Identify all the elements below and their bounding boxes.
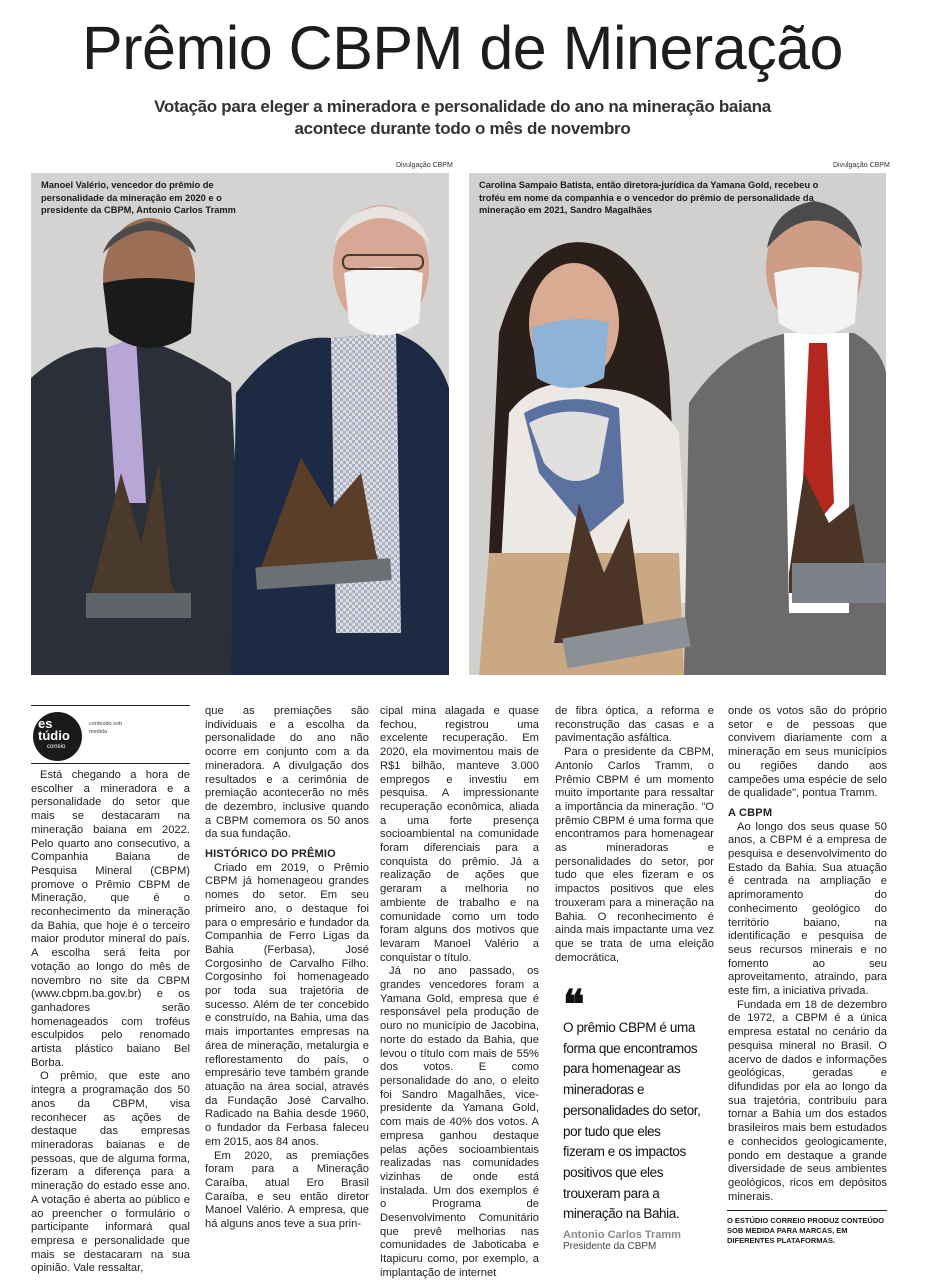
photo-credit: Divulgação CBPM (396, 162, 453, 169)
paragraph: que as premiações são individuais e a escolha da personalidade do ano não ocorre em conjunto com a da mineradora. A divulgação dos resultados e a cerimônia de premiação acontecerão no mês de dezembro, inclusive quando a CBPM comemora os 50 anos da sua fundação. (205, 705, 369, 841)
logo-tagline: conteúdo sob medida (89, 721, 123, 735)
page-title: Prêmio CBPM de Mineração (82, 14, 843, 82)
quote-text: O prêmio CBPM é uma forma que encontramos para homenagear as mineradoras e personalidades do setor, por tudo que eles fizeram e os impactos positivos que eles trouxeram para a mineração na Bahia. (563, 1020, 701, 1222)
photo-left-illustration (31, 173, 449, 675)
quote-author: Antonio Carlos Tramm (563, 1229, 681, 1242)
paragraph: Ao longo dos seus quase 50 anos, a CBPM é a empresa de pesquisa e desenvolvimento do Estado da Bahia. Sua atuação é centrada na ampliação e aprimoramento do conhecimento geológico do território baiano, na identificação e pesquisa de seus recursos minerais e no fomento ao seu aproveitamento, atraindo, para este fim, a iniciativa privada. (728, 820, 887, 998)
paragraph: Fundada em 18 de dezembro de 1972, a CBPM é a única empresa estatal no cenário da pesquisa mineral no Brasil. O acervo de dados e informações geológicas, geradas e difundidas por ela ao longo da sua trajetória, contribuiu para tornar a Bahia um dos estados brasileiros mais bem estudados e conhecidos geologicamente, pondo em destaque a grande diversidade de seus ambientes geológicos, ricos em depósitos minerais. (728, 998, 887, 1203)
article-column-1 (31, 769, 190, 1276)
paragraph: Para o presidente da CBPM, Antonio Carlos Tramm, o Prêmio CBPM é um momento muito importante para ressaltar a importância da mineração. "O prêmio CBPM é uma forma que encontramos para homenagear as mineradoras e personalidades do setor, por tudo que eles fizeram e os impactos positivos que eles trouxeram para a mineração na Bahia. O reconhecimento é ainda mais impactante uma vez que se trata de uma eleição democrática, (555, 746, 714, 964)
photo-left (31, 173, 449, 675)
estudio-correio-logo-block (31, 705, 190, 764)
photo-right-illustration (469, 173, 886, 675)
logo-line-2: túdio (38, 728, 70, 743)
paragraph: cipal mina alagada e quase fechou, registrou uma excelente recuperação. Em 2020, ela movimentou mais de R$1 bilhão, manteve 3.000 empregos e investiu em pesquisa. A impressionante recuperação econômica, aliada a uma forte presença socioambiental na comunidade foram diferenciais para a conquista do prêmio. Já a realização de ações que geraram a melhoria no ambiente de trabalho e na comunidade como um todo foram alguns dos motivos que levaram Manoel Valério a conquistar o título. (380, 705, 539, 964)
section-heading: A CBPM (728, 806, 773, 819)
article-column-5 (728, 705, 887, 1204)
article-column-4 (555, 705, 714, 965)
quote-mark-icon: ❝ (563, 981, 585, 1028)
paragraph: Já no ano passado, os grandes vencedores foram a Yamana Gold, empresa que é responsável pela produção de ouro no município de Jacobina, norte do estado da Bahia, que levou o título com mais de 55% dos votos. E como personalidade do ano, o eleito foi Sandro Magalhães, vice-presidente da Yamana Gold, com mais de 40% dos votos. A empresa ganhou destaque pelas ações socioambientais realizadas nas comunidades vizinhas de onde está instalada. Um dos exemplos é o Programa de Desenvolvimento Comunitário que prevê melhorias nas comunidades de Jaboticaba e Itapicuru como, por exemplo, a implantação de internet (380, 965, 539, 1279)
footer-note: O ESTÚDIO CORREIO PRODUZ CONTEÚDO SOB MEDIDA PARA MARCAS, EM DIFERENTES PLATAFORMAS. (727, 1210, 887, 1246)
quote-author-role: Presidente da CBPM (563, 1241, 657, 1253)
logo-line-1: es (38, 716, 53, 731)
article-column-2 (205, 705, 369, 1232)
photo-left-caption: Manoel Valério, vencedor do prêmio de personalidade da mineração em 2020 e o presidente da CBPM, Antonio Carlos Tramm (41, 180, 236, 215)
section-heading: HISTÓRICO DO PRÊMIO (205, 848, 336, 861)
photo-right (469, 173, 886, 675)
photo-credit: Divulgação CBPM (833, 162, 890, 169)
logo-line-3: correio (47, 744, 66, 750)
article-column-3 (380, 705, 539, 1280)
pull-quote (563, 981, 705, 1253)
paragraph: de fibra óptica, a reforma e reconstrução das casas e a pavimentação asfáltica. (555, 705, 714, 745)
paragraph: onde os votos são do próprio setor e de pessoas que convivem diariamente com a mineração em seus municípios ou regiões dando aos campeões uma espécie de selo de qualidade", pontua Tramm. (728, 705, 887, 800)
estudio-correio-logo (33, 712, 82, 761)
photo-right-caption: Carolina Sampaio Batista, então diretora-jurídica da Yamana Gold, recebeu o troféu em nome da companhia e o vencedor do prêmio de personalidade da mineração em 2021, Sandro Magalhães (479, 180, 819, 215)
paragraph: Criado em 2019, o Prêmio CBPM já homenageou grandes nomes do setor. Em seu primeiro ano, o destaque foi para o empresário e fundador da Companhia de Ferro Ligas da Bahia (Ferbasa), José Corgosinho de Carvalho Filho. Corgosinho foi homenageado por toda sua trajetória de sucesso. Além de ter concebido e construído, na Bahia, uma das mais importantes empresas na área de mineração, metalurgia e reflorestamento do país, o empresário teve também grande atuação na área social, através da Fundação José Carvalho. Radicado na Bahia desde 1960, o fundador da Ferbasa faleceu em 2015, aos 84 anos. (205, 861, 369, 1148)
page-subtitle: Votação para eleger a mineradora e personalidade do ano na mineração baiana acontece durante todo o mês de novembro (154, 97, 771, 138)
paragraph: Está chegando a hora de escolher a mineradora e a personalidade do setor que mais se destacaram na mineração baiana em 2022. Pelo quarto ano consecutivo, a Companhia Baiana de Pesquisa Mineral (CBPM) promove o Prêmio CBPM de Mineração, que é o reconhecimento da mineração da Bahia, que hoje é o terceiro maior produtor mineral do país. A escolha será feita por votação ao longo do mês de novembro no site da CBPM (www.cbpm.ba.gov.br) e os ganhadores serão homenageados com troféus esculpidos pelo renomado artista plástico baiano Bel Borba. (31, 769, 190, 1069)
paragraph: Em 2020, as premiações foram para a Mineração Caraíba, atual Ero Brasil Caraíba, e seu então diretor Manoel Valério. A empresa, que há alguns anos teve a sua prin- (205, 1149, 369, 1231)
paragraph: O prêmio, que este ano integra a programação dos 50 anos da CBPM, visa reconhecer as ações de destaque das empresas mineradoras baianas e de pessoas, que de alguma forma, fizeram a diferença para a mineração do estado esse ano. A votação é aberta ao público e ao preencher o formulário o participante informará qual empresa e personalidade que mais se destacaram na sua opinião. Vale ressaltar, (31, 1070, 190, 1275)
